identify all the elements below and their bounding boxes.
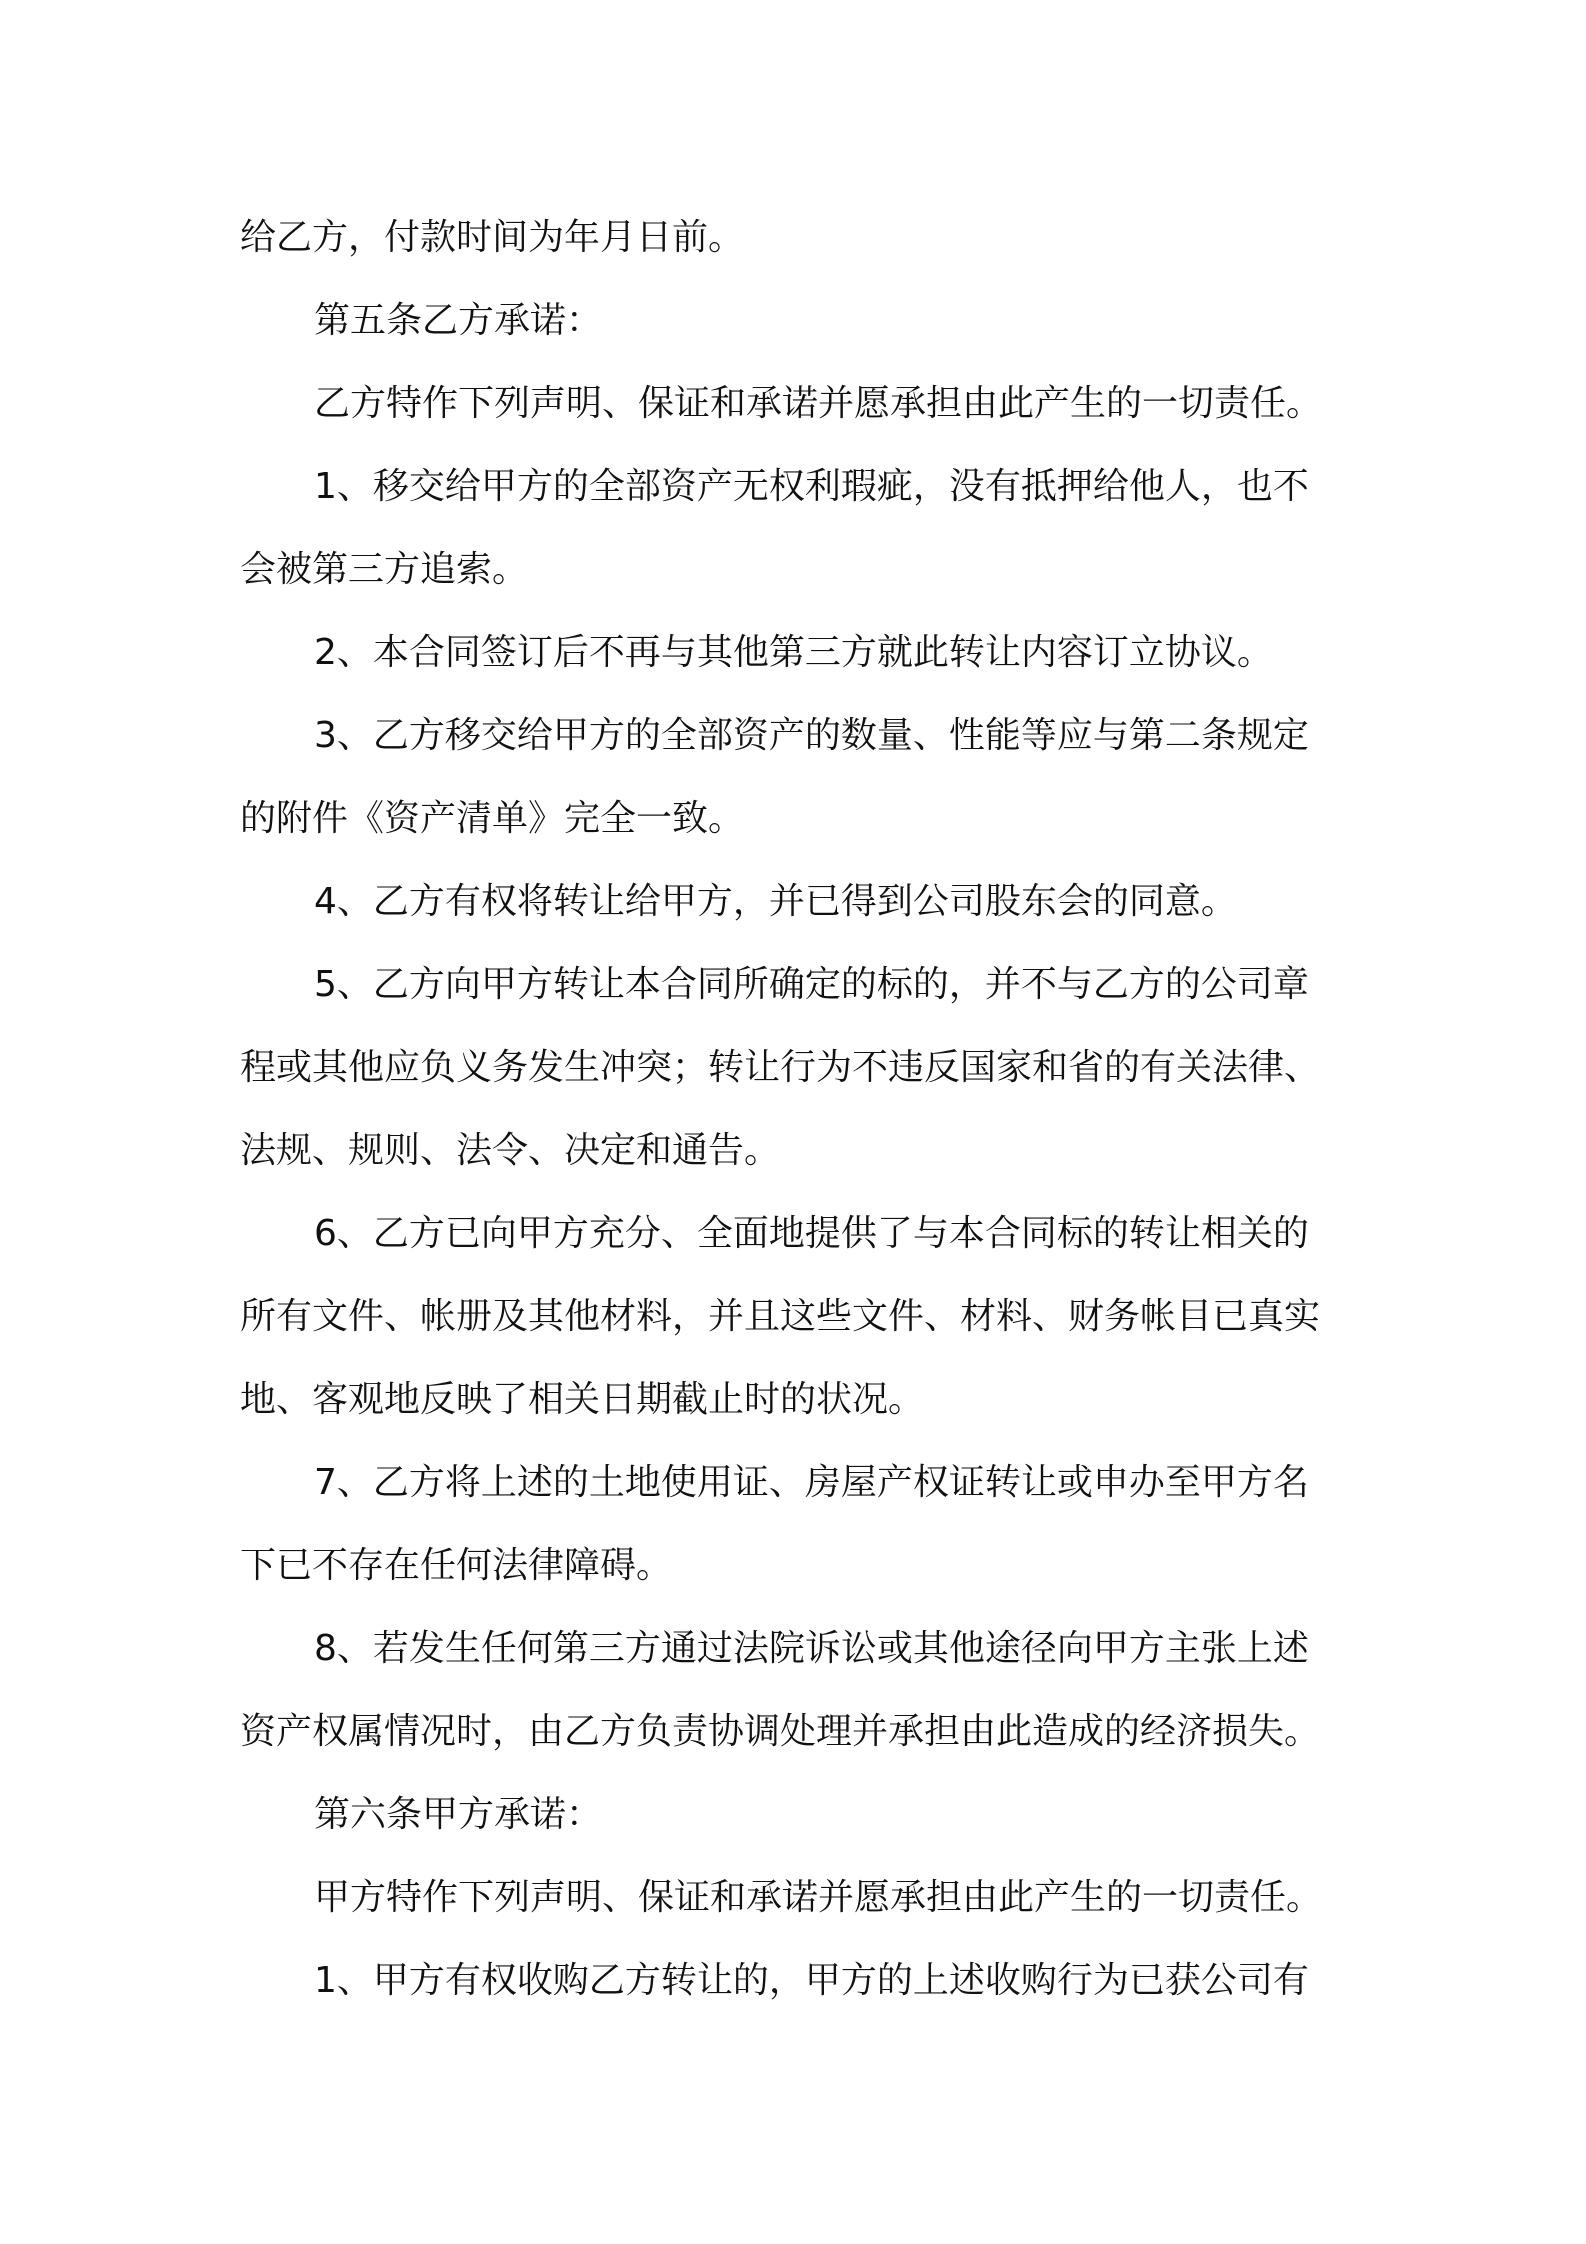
clause-item: 2、本合同签订后不再与其他第三方就此转让内容订立协议。 (314, 632, 1273, 673)
clause-item: 7、乙方将上述的土地使用证、房屋产权证转让或申办至甲方名 (314, 1462, 1309, 1503)
section-heading: 第五条乙方承诺： (314, 300, 603, 341)
text-line: 地、客观地反映了相关日期截止时的状况。 (240, 1379, 925, 1420)
clause-item: 3、乙方移交给甲方的全部资产的数量、性能等应与第二条规定 (314, 715, 1309, 756)
text-line: 会被第三方追索。 (240, 549, 529, 590)
document-body (240, 196, 1356, 2022)
clause-item: 5、乙方向甲方转让本合同所确定的标的，并不与乙方的公司章 (314, 964, 1309, 1005)
text-line: 乙方特作下列声明、保证和承诺并愿承担由此产生的一切责任。 (314, 383, 1323, 424)
text-line: 程或其他应负义务发生冲突；转让行为不违反国家和省的有关法律、 (240, 1047, 1321, 1088)
clause-item: 8、若发生任何第三方通过法院诉讼或其他途径向甲方主张上述 (314, 1628, 1309, 1669)
text-line: 法规、规则、法令、决定和通告。 (240, 1130, 781, 1171)
clause-item: 4、乙方有权将转让给甲方，并已得到公司股东会的同意。 (314, 881, 1237, 922)
text-line: 的附件《资产清单》完全一致。 (240, 798, 745, 839)
text-line: 给乙方，付款时间为年月日前。 (240, 217, 745, 258)
section-heading: 第六条甲方承诺： (314, 1794, 603, 1835)
clause-item: 1、移交给甲方的全部资产无权利瑕疵，没有抵押给他人，也不 (314, 466, 1309, 507)
text-line: 下已不存在任何法律障碍。 (240, 1545, 673, 1586)
text-line: 所有文件、帐册及其他材料，并且这些文件、材料、财务帐目已真实 (240, 1296, 1321, 1337)
text-line: 甲方特作下列声明、保证和承诺并愿承担由此产生的一切责任。 (314, 1877, 1323, 1918)
clause-item: 6、乙方已向甲方充分、全面地提供了与本合同标的转让相关的 (314, 1213, 1309, 1254)
text-line: 资产权属情况时，由乙方负责协调处理并承担由此造成的经济损失。 (240, 1711, 1321, 1752)
clause-item: 1、甲方有权收购乙方转让的，甲方的上述收购行为已获公司有 (314, 1960, 1309, 2001)
